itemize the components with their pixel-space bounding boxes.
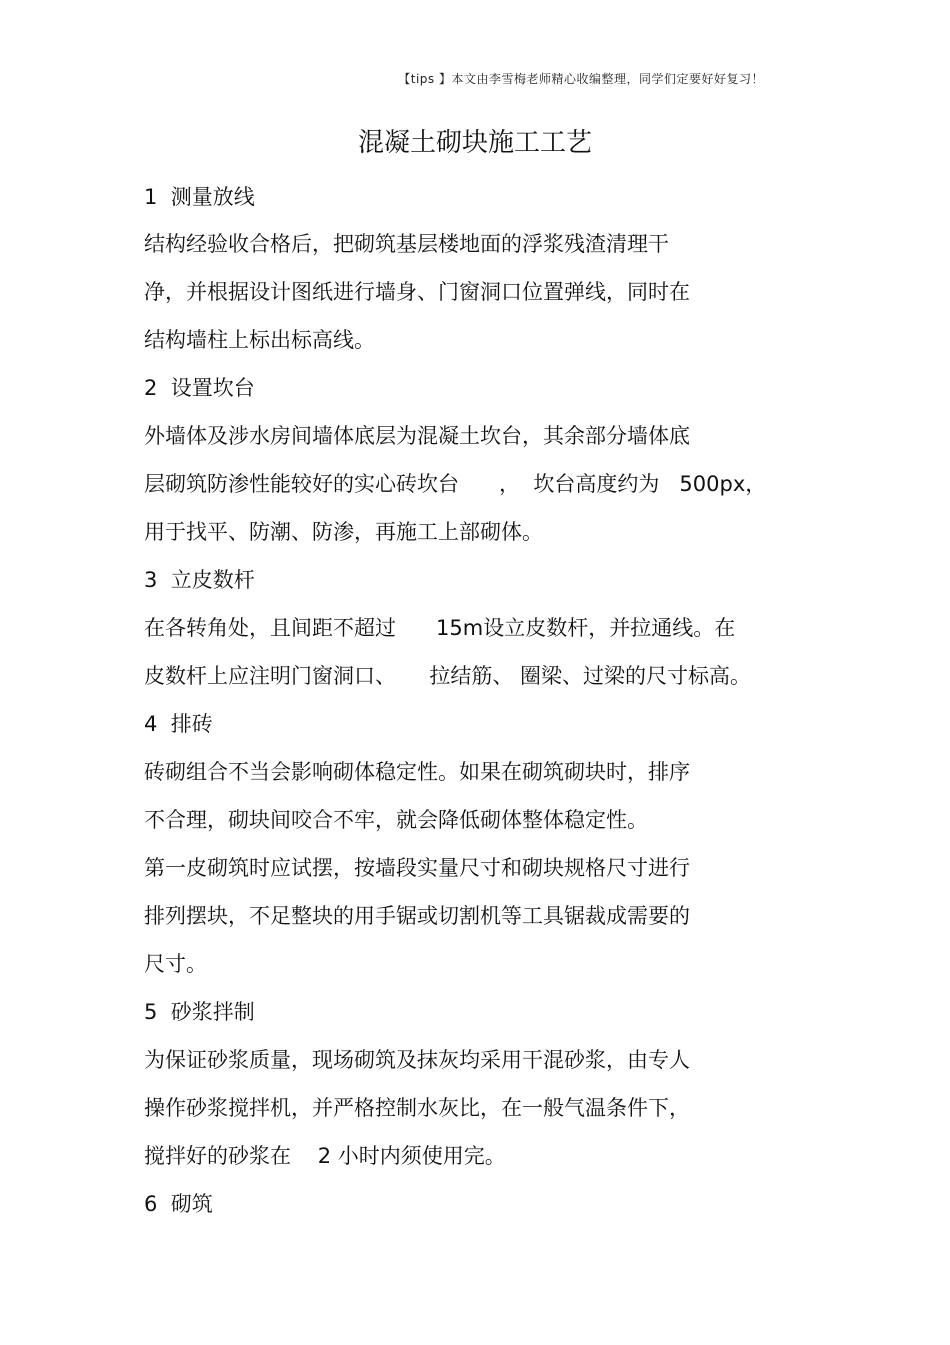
paragraph-line: 结构经验收合格后，把砌筑基层楼地面的浮浆残渣清理干 <box>144 232 669 256</box>
paragraph-line: 第一皮砌筑时应试摆，按墙段实量尺寸和砌块规格尺寸进行 <box>144 856 690 880</box>
section-heading-5: 5 砂浆拌制 <box>144 1000 255 1024</box>
paragraph-line: 用于找平、防潮、防渗，再施工上部砌体。 <box>144 520 543 544</box>
paragraph-line: 层砌筑防渗性能较好的实心砖坎台 ， 坎台高度约为 500px， <box>144 472 767 496</box>
paragraph-line: 为保证砂浆质量，现场砌筑及抹灰均采用干混砂浆，由专人 <box>144 1048 690 1072</box>
paragraph-line: 砖砌组合不当会影响砌体稳定性。如果在砌筑砌块时，排序 <box>144 760 690 784</box>
paragraph-line: 操作砂浆搅拌机，并严格控制水灰比，在一般气温条件下， <box>144 1096 690 1120</box>
paragraph-line: 排列摆块，不足整块的用手锯或切割机等工具锯裁成需要的 <box>144 904 690 928</box>
paragraph-line: 皮数杆上应注明门窗洞口、 拉结筋、 圈梁、过梁的尺寸标高。 <box>144 664 752 688</box>
paragraph-line: 结构墙柱上标出标高线。 <box>144 328 375 352</box>
document-title: 混凝土砌块施工工艺 <box>357 128 592 158</box>
section-heading-4: 4 排砖 <box>144 712 213 736</box>
paragraph-line: 净，并根据设计图纸进行墙身、门窗洞口位置弹线，同时在 <box>144 280 690 304</box>
paragraph-line: 搅拌好的砂浆在 2 小时内须使用完。 <box>144 1144 506 1168</box>
section-heading-6: 6 砌筑 <box>144 1192 213 1216</box>
paragraph-line: 尺寸。 <box>144 952 207 976</box>
section-heading-1: 1 测量放线 <box>144 185 255 209</box>
paragraph-line: 外墙体及涉水房间墙体底层为混凝土坎台，其余部分墙体底 <box>144 424 690 448</box>
paragraph-line: 不合理，砌块间咬合不牢，就会降低砌体整体稳定性。 <box>144 808 648 832</box>
section-heading-2: 2 设置坎台 <box>144 376 255 400</box>
tips-banner: 【tips 】本文由李雪梅老师精心收编整理，同学们定要好好复习！ <box>398 72 764 86</box>
paragraph-line: 在各转角处，且间距不超过 15m设立皮数杆，并拉通线。在 <box>144 616 736 640</box>
section-heading-3: 3 立皮数杆 <box>144 568 255 592</box>
